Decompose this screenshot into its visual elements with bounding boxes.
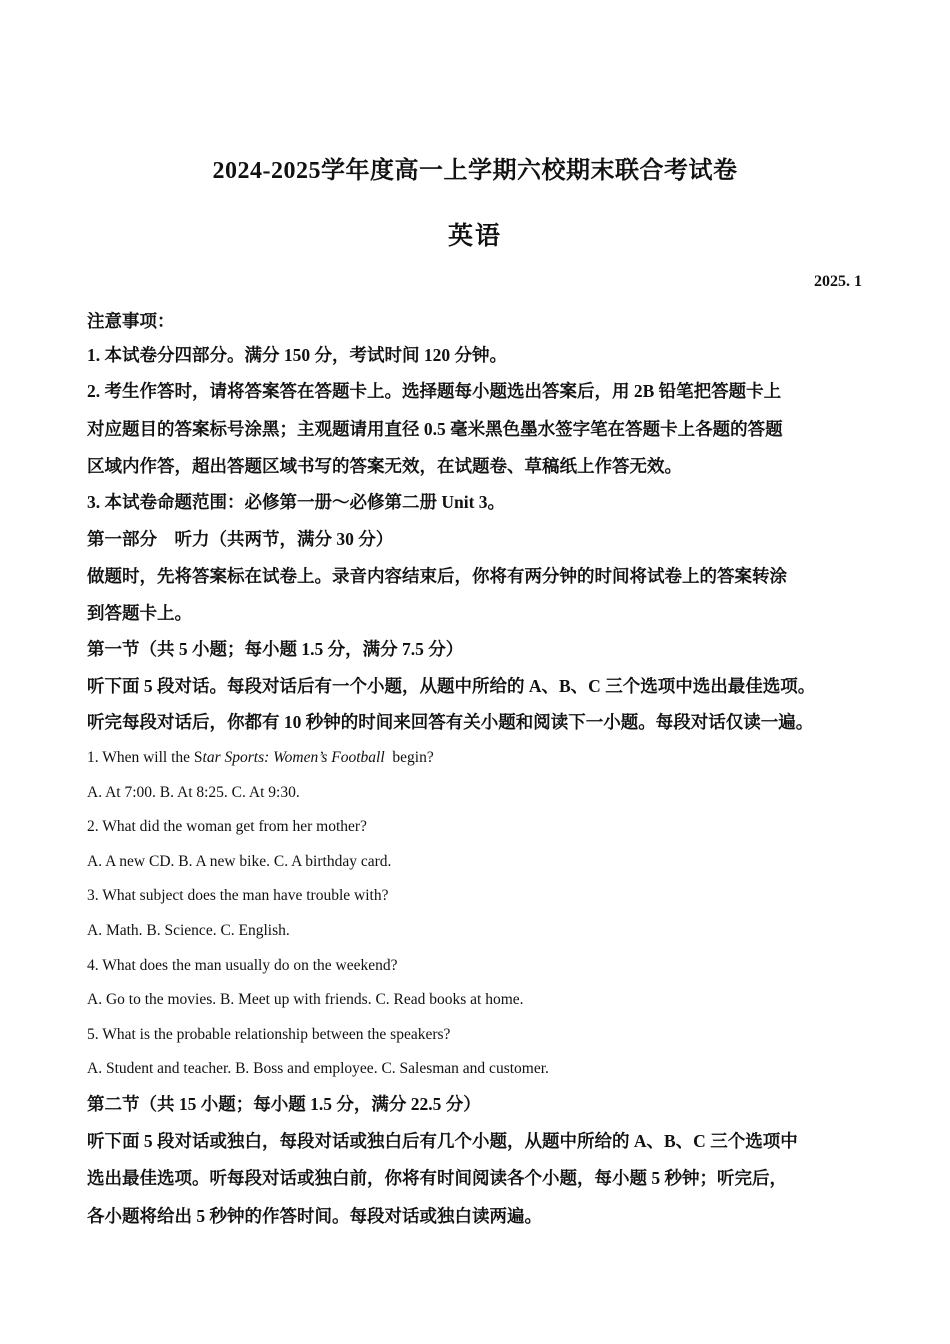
question-5-options: A. Student and teacher. B. Boss and employee. C. Salesman and customer. [87, 1060, 549, 1077]
question-1-options: A. At 7:00. B. At 8:25. C. At 9:30. [87, 784, 300, 801]
question-1 [87, 748, 434, 768]
part1-intro-line-2: 到答题卡上。 [87, 603, 192, 623]
notice-item-3: 3. 本试卷命题范围：必修第一册～必修第二册 Unit 3。 [87, 492, 506, 512]
section1-heading: 第一节（共 5 小题；每小题 1.5 分，满分 7.5 分） [87, 639, 464, 659]
question-1-title-italic: tar Sports: Women’s Football [202, 749, 385, 766]
exam-title: 2024-2025学年度高一上学期六校期末联合考试卷 [212, 158, 738, 184]
question-3: 3. What subject does the man have trouble with? [87, 887, 389, 904]
question-5: 5. What is the probable relationship between the speakers? [87, 1026, 451, 1043]
question-1-suffix: begin? [384, 749, 434, 766]
notice-heading: 注意事项： [87, 311, 175, 331]
notice-item-2-line-3: 区域内作答，超出答题区域书写的答案无效，在试题卷、草稿纸上作答无效。 [87, 456, 682, 476]
question-2-options: A. A new CD. B. A new bike. C. A birthday card. [87, 853, 392, 870]
part1-heading: 第一部分 听力（共两节，满分 30 分） [87, 529, 394, 549]
section1-intro-line-1: 听下面 5 段对话。每段对话后有一个小题，从题中所给的 A、B、C 三个选项中选出最佳选项。 [87, 676, 816, 696]
section2-intro-line-2: 选出最佳选项。听每段对话或独白前，你将有时间阅读各个小题，每小题 5 秒钟；听完后， [87, 1168, 787, 1188]
question-2: 2. What did the woman get from her mother? [87, 818, 367, 835]
question-3-options: A. Math. B. Science. C. English. [87, 922, 290, 939]
section1-intro-line-2: 听完每段对话后，你都有 10 秒钟的时间来回答有关小题和阅读下一小题。每段对话仅读一遍。 [87, 712, 814, 732]
question-4-options: A. Go to the movies. B. Meet up with friends. C. Read books at home. [87, 991, 524, 1008]
section2-intro-line-1: 听下面 5 段对话或独白，每段对话或独白后有几个小题，从题中所给的 A、B、C 三个选项中 [87, 1131, 798, 1151]
notice-item-2-line-2: 对应题目的答案标号涂黑；主观题请用直径 0.5 毫米黑色墨水签字笔在答题卡上各题的答题 [87, 419, 783, 439]
question-4: 4. What does the man usually do on the weekend? [87, 957, 398, 974]
exam-date: 2025. 1 [814, 273, 862, 290]
section2-intro-line-3: 各小题将给出 5 秒钟的作答时间。每段对话或独白读两遍。 [87, 1206, 542, 1226]
notice-item-1: 1. 本试卷分四部分。满分 150 分，考试时间 120 分钟。 [87, 345, 507, 365]
notice-item-2-line-1: 2. 考生作答时，请将答案答在答题卡上。选择题每小题选出答案后，用 2B 铅笔把答题卡上 [87, 381, 782, 401]
part1-intro-line-1: 做题时，先将答案标在试卷上。录音内容结束后，你将有两分钟的时间将试卷上的答案转涂 [87, 566, 787, 586]
question-1-prefix: 1. When will the S [87, 749, 203, 766]
section2-heading: 第二节（共 15 小题；每小题 1.5 分，满分 22.5 分） [87, 1094, 481, 1114]
exam-subject: 英语 [447, 223, 502, 250]
